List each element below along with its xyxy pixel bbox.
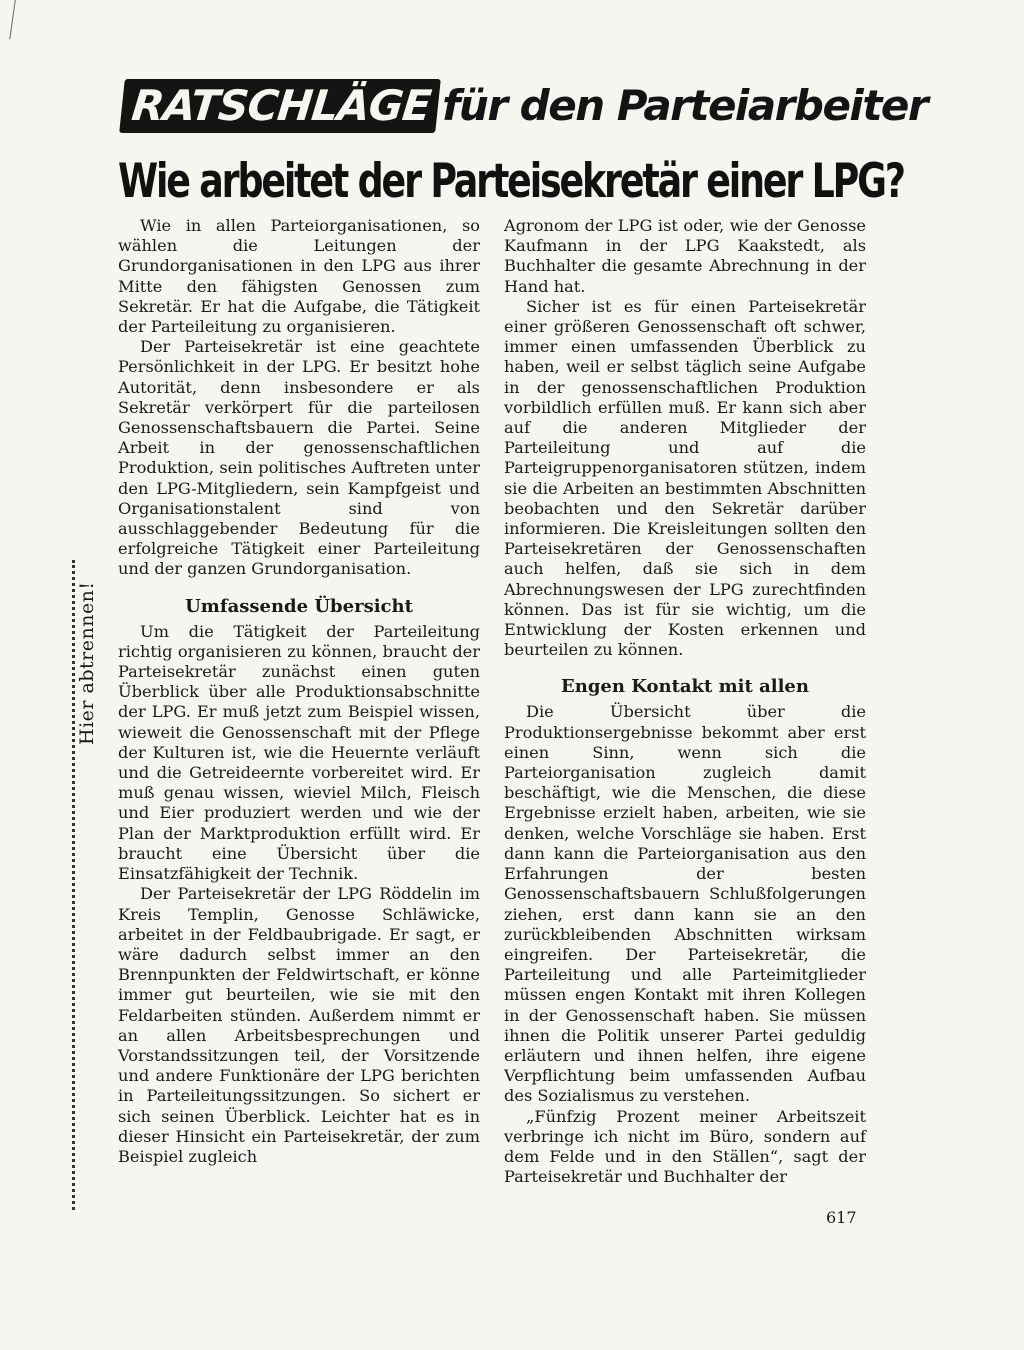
paragraph: Der Parteisekretär ist eine geachtete Persönlichkeit in der LPG. Er besitzt hohe Autorität, denn insbesondere er als Sekretär verkörpert für die parteilosen Genossenschaftsbauern die Partei. Seine Arbeit in der genossenschaftlichen Produktion, sein politisches Auftreten unter den LPG-Mitgliedern, sein Kampfgeist und Organisationstalent sind von ausschlaggebender Bedeutung für die erfolgreiche Tätigkeit einer Parteileitung und der ganzen Grundorganisation. — [118, 337, 480, 579]
cut-line — [72, 560, 75, 1210]
cut-label — [76, 581, 106, 745]
right-column — [504, 216, 866, 1187]
paragraph: Agronom der LPG ist oder, wie der Genosse Kaufmann in der LPG Kaakstedt, als Buchhalter die gesamte Abrechnung in der Hand hat. — [504, 216, 866, 296]
cut-label-text: Hier abtrennen! — [76, 581, 98, 745]
subheading: Engen Kontakt mit allen — [561, 676, 809, 698]
margin-mark — [9, 0, 23, 40]
page-number: 617 — [826, 1208, 857, 1227]
paragraph: Wie in allen Parteiorganisationen, so wählen die Leitungen der Grundorganisationen in den LPG aus ihrer Mitte den fähigsten Genossen zum Sekretär. Er hat die Aufgabe, die Tätigkeit der Parteileitung zu organisieren. — [118, 216, 480, 337]
article-title: Wie arbeitet der Parteisekretär einer LPG? — [118, 154, 904, 209]
section-header — [122, 78, 927, 134]
paragraph: „Fünfzig Prozent meiner Arbeitszeit verbringe ich nicht im Büro, sondern auf dem Felde und in den Ställen“, sagt der Parteisekretär und Buchhalter der — [504, 1106, 866, 1187]
paragraph: Die Übersicht über die Produktionsergebnisse bekommt aber erst einen Sinn, wenn sich die Parteiorganisation zugleich damit beschäftigt, wie die Menschen, die diese Ergebnisse erzielt haben, arbeiten, wie sie denken, welche Vorschläge sie haben. Erst dann kann die Parteiorganisation aus den Erfahrungen der besten Genossenschaftsbauern Schlußfolgerungen ziehen, erst dann kann sie an den zurückbleibenden Abschnitten wirksam eingreifen. Der Parteisekretär, die Parteileitung und alle Parteimitglieder müssen engen Kontakt mit ihren Kollegen in der Genossenschaft haben. Sie müssen ihnen die Politik unserer Partei geduldig erläutern und ihnen helfen, ihre eigene Verpflichtung beim umfassenden Aufbau des Sozialismus zu verstehen. — [504, 702, 866, 1106]
subheading: Umfassende Übersicht — [185, 595, 413, 617]
paragraph: Der Parteisekretär der LPG Röddelin im Kreis Templin, Genosse Schläwicke, arbeitet in der Feldbaubrigade. Er sagt, er wäre dadurch selbst immer an den Brennpunkten der Feldwirtschaft, er könne immer gut beurteilen, wie sie mit den Feldarbeiten stünden. Außerdem nimmt er an allen Arbeitsbesprechungen und Vorstandssitzungen teil, der Vorsitzende und andere Funktionäre der LPG berichten in Parteileitungssitzungen. So sichert er sich seinen Überblick. Leichter hat es in dieser Hinsicht ein Parteisekretär, der zum Beispiel zugleich — [118, 884, 480, 1166]
left-column — [118, 216, 480, 1167]
header-rest: für den Parteiarbeiter — [442, 81, 928, 130]
paragraph: Sicher ist es für einen Parteisekretär einer größeren Genossenschaft oft schwer, immer einen umfassenden Überblick zu haben, weil er selbst täglich seine Aufgabe in der genossenschaftlichen Produktion vorbildlich erfüllen muß. Er kann sich aber auf die anderen Mitglieder der Parteileitung und auf die Parteigruppenorganisatoren stützen, indem sie die Arbeiten an bestimmten Abschnitten beobachten und den Sekretär darüber informieren. Die Kreisleitungen sollten den Parteisekretären der Genossenschaften auch helfen, daß sie sich in dem Abrechnungswesen der LPG zurechtfinden können. Das ist für sie wichtig, um die Entwicklung der Kosten erkennen und beurteilen zu können. — [504, 296, 866, 660]
paragraph: Um die Tätigkeit der Parteileitung richtig organisieren zu können, braucht der Parteisekretär zunächst einen guten Überblick über alle Produktionsabschnitte der LPG. Er muß jetzt zum Beispiel wissen, wieweit die Genossenschaft mit der Pflege der Kulturen ist, wie die Heuernte verläuft und die Getreideernte vorbereitet wird. Er muß genau wissen, wieviel Milch, Fleisch und Eier produziert werden und wie der Plan der Marktproduktion erfüllt wird. Er braucht eine Übersicht über die Einsatzfähigkeit der Technik. — [118, 621, 480, 884]
header-boxed-word: RATSCHLÄGE — [119, 79, 441, 133]
